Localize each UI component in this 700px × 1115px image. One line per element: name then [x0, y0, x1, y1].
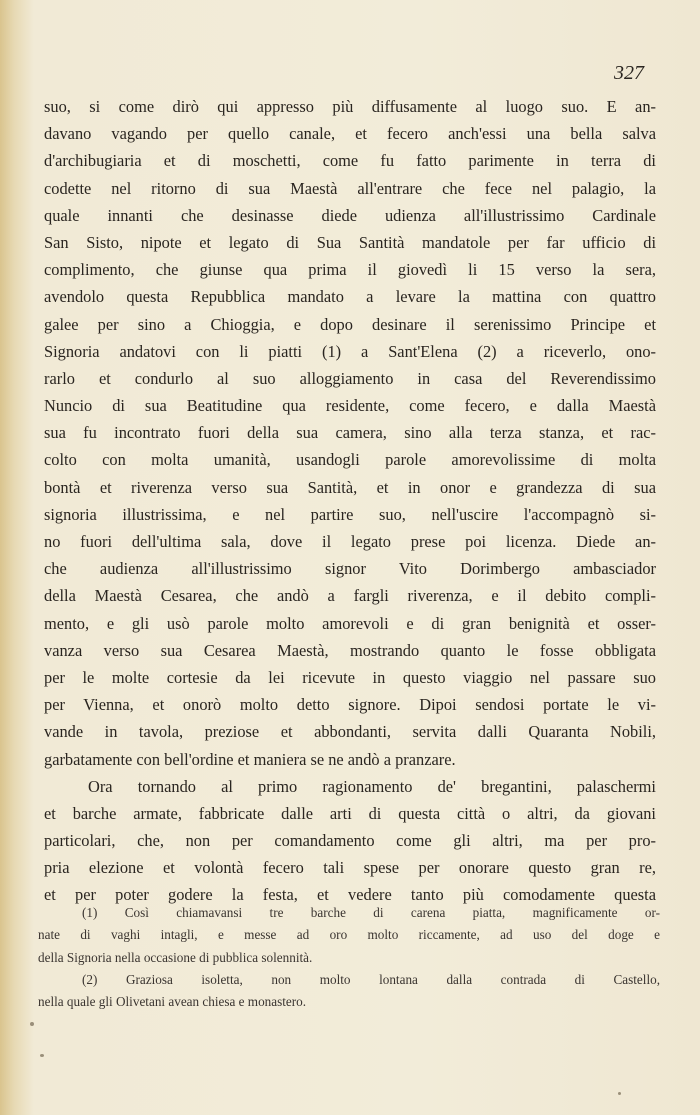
text-line: sua fu incontrato fuori della sua camera, sino alla terza stanza, et rac-: [44, 423, 656, 443]
text-line: et per poter godere la festa, et vedere tanto più comodamente questa: [44, 885, 656, 905]
footnote-line: (1) Così chiamavansi tre barche di carena piatta, magnificamente or-: [82, 905, 660, 920]
text-line: per le molte cortesie da lei ricevute in questo viaggio nel passare suo: [44, 667, 656, 687]
text-line: davano vagando per quello canale, et fecero anch'essi una bella salva: [44, 124, 656, 144]
text-line: che audienza all'illustrissimo signor Vito Dorimbergo ambasciador: [44, 559, 656, 579]
text-line: galee per sino a Chioggia, e dopo desinare il serenissimo Principe et: [44, 314, 656, 334]
text-line: vanza verso sua Cesarea Maestà, mostrando quanto le fosse obbligata: [44, 640, 656, 660]
text-line: quale innanti che desinasse diede udienza all'illustrissimo Cardinale: [44, 205, 656, 225]
text-line: vande in tavola, preziose et abbondanti, servita dalli Quaranta Nobili,: [44, 722, 656, 742]
text-line: Ora tornando al primo ragionamento de' bregantini, palaschermi: [88, 776, 656, 796]
text-line: suo, si come dirò qui appresso più diffusamente al luogo suo. E an-: [44, 97, 656, 116]
text-line: signoria illustrissima, e nel partire suo, nell'uscire l'accompagnò si-: [44, 504, 656, 524]
text-line: Nuncio di sua Beatitudine qua residente, come fecero, e dalla Maestà: [44, 396, 656, 416]
footnote-line: (2) Graziosa isoletta, non molto lontana dalla contrada di Castello,: [82, 971, 660, 987]
text-line: della Maestà Cesarea, che andò a fargli riverenza, e il debito compli-: [44, 586, 656, 606]
text-line: et barche armate, fabbricate dalle arti di questa città o altri, da giovani: [44, 803, 656, 823]
text-line: no fuori dell'ultima sala, dove il legato prese poi licenza. Diede an-: [44, 532, 656, 551]
paper-speck: [618, 1092, 621, 1095]
text-line: colto con molta umanità, usandogli parole amorevolissime di molta: [44, 450, 656, 470]
text-line: bontà et riverenza verso sua Santità, et in onor e grandezza di sua: [44, 477, 656, 497]
text-line: mento, e gli usò parole molto amorevoli e di gran benignità et osser-: [44, 613, 656, 633]
text-line: per Vienna, et onorò molto detto signore. Dipoi sendosi portate le vi-: [44, 695, 656, 715]
text-line: codette nel ritorno di sua Maestà all'entrare che fece nel palagio, la: [44, 178, 656, 198]
text-line: avendolo questa Repubblica mandato a levare la mattina con quattro: [44, 287, 656, 307]
text-line: pria elezione et volontà fecero tali spese per onorare questo gran re,: [44, 858, 656, 878]
page-number: 327: [614, 62, 644, 84]
text-line: San Sisto, nipote et legato di Sua Santità mandatole per far ufficio di: [44, 232, 656, 252]
text-line: garbatamente con bell'ordine et maniera se ne andò a pranzare.: [44, 749, 456, 769]
main-text: [44, 93, 656, 909]
footnote-line: nate di vaghi intagli, e messe ad oro molto riccamente, ad uso del doge e: [38, 927, 660, 943]
text-line: Signoria andatovi con li piatti (1) a Sant'Elena (2) a riceverlo, ono-: [44, 341, 656, 361]
footnote-line: della Signoria nella occasione di pubblica solennità.: [38, 949, 313, 965]
text-line: particolari, che, non per comandamento come gli altri, ma per pro-: [44, 831, 656, 851]
footnote-line: nella quale gli Olivetani avean chiesa e monastero.: [38, 994, 307, 1010]
footnotes: [38, 902, 660, 1013]
paper-speck: [30, 1022, 34, 1026]
text-line: rarlo et condurlo al suo alloggiamento in casa del Reverendissimo: [44, 368, 656, 388]
text-line: complimento, che giunse qua prima il giovedì li 15 verso la sera,: [44, 260, 656, 280]
text-line: d'archibugiaria et di moschetti, come fu fatto parimente in terra di: [44, 151, 656, 171]
paper-speck: [40, 1054, 44, 1057]
